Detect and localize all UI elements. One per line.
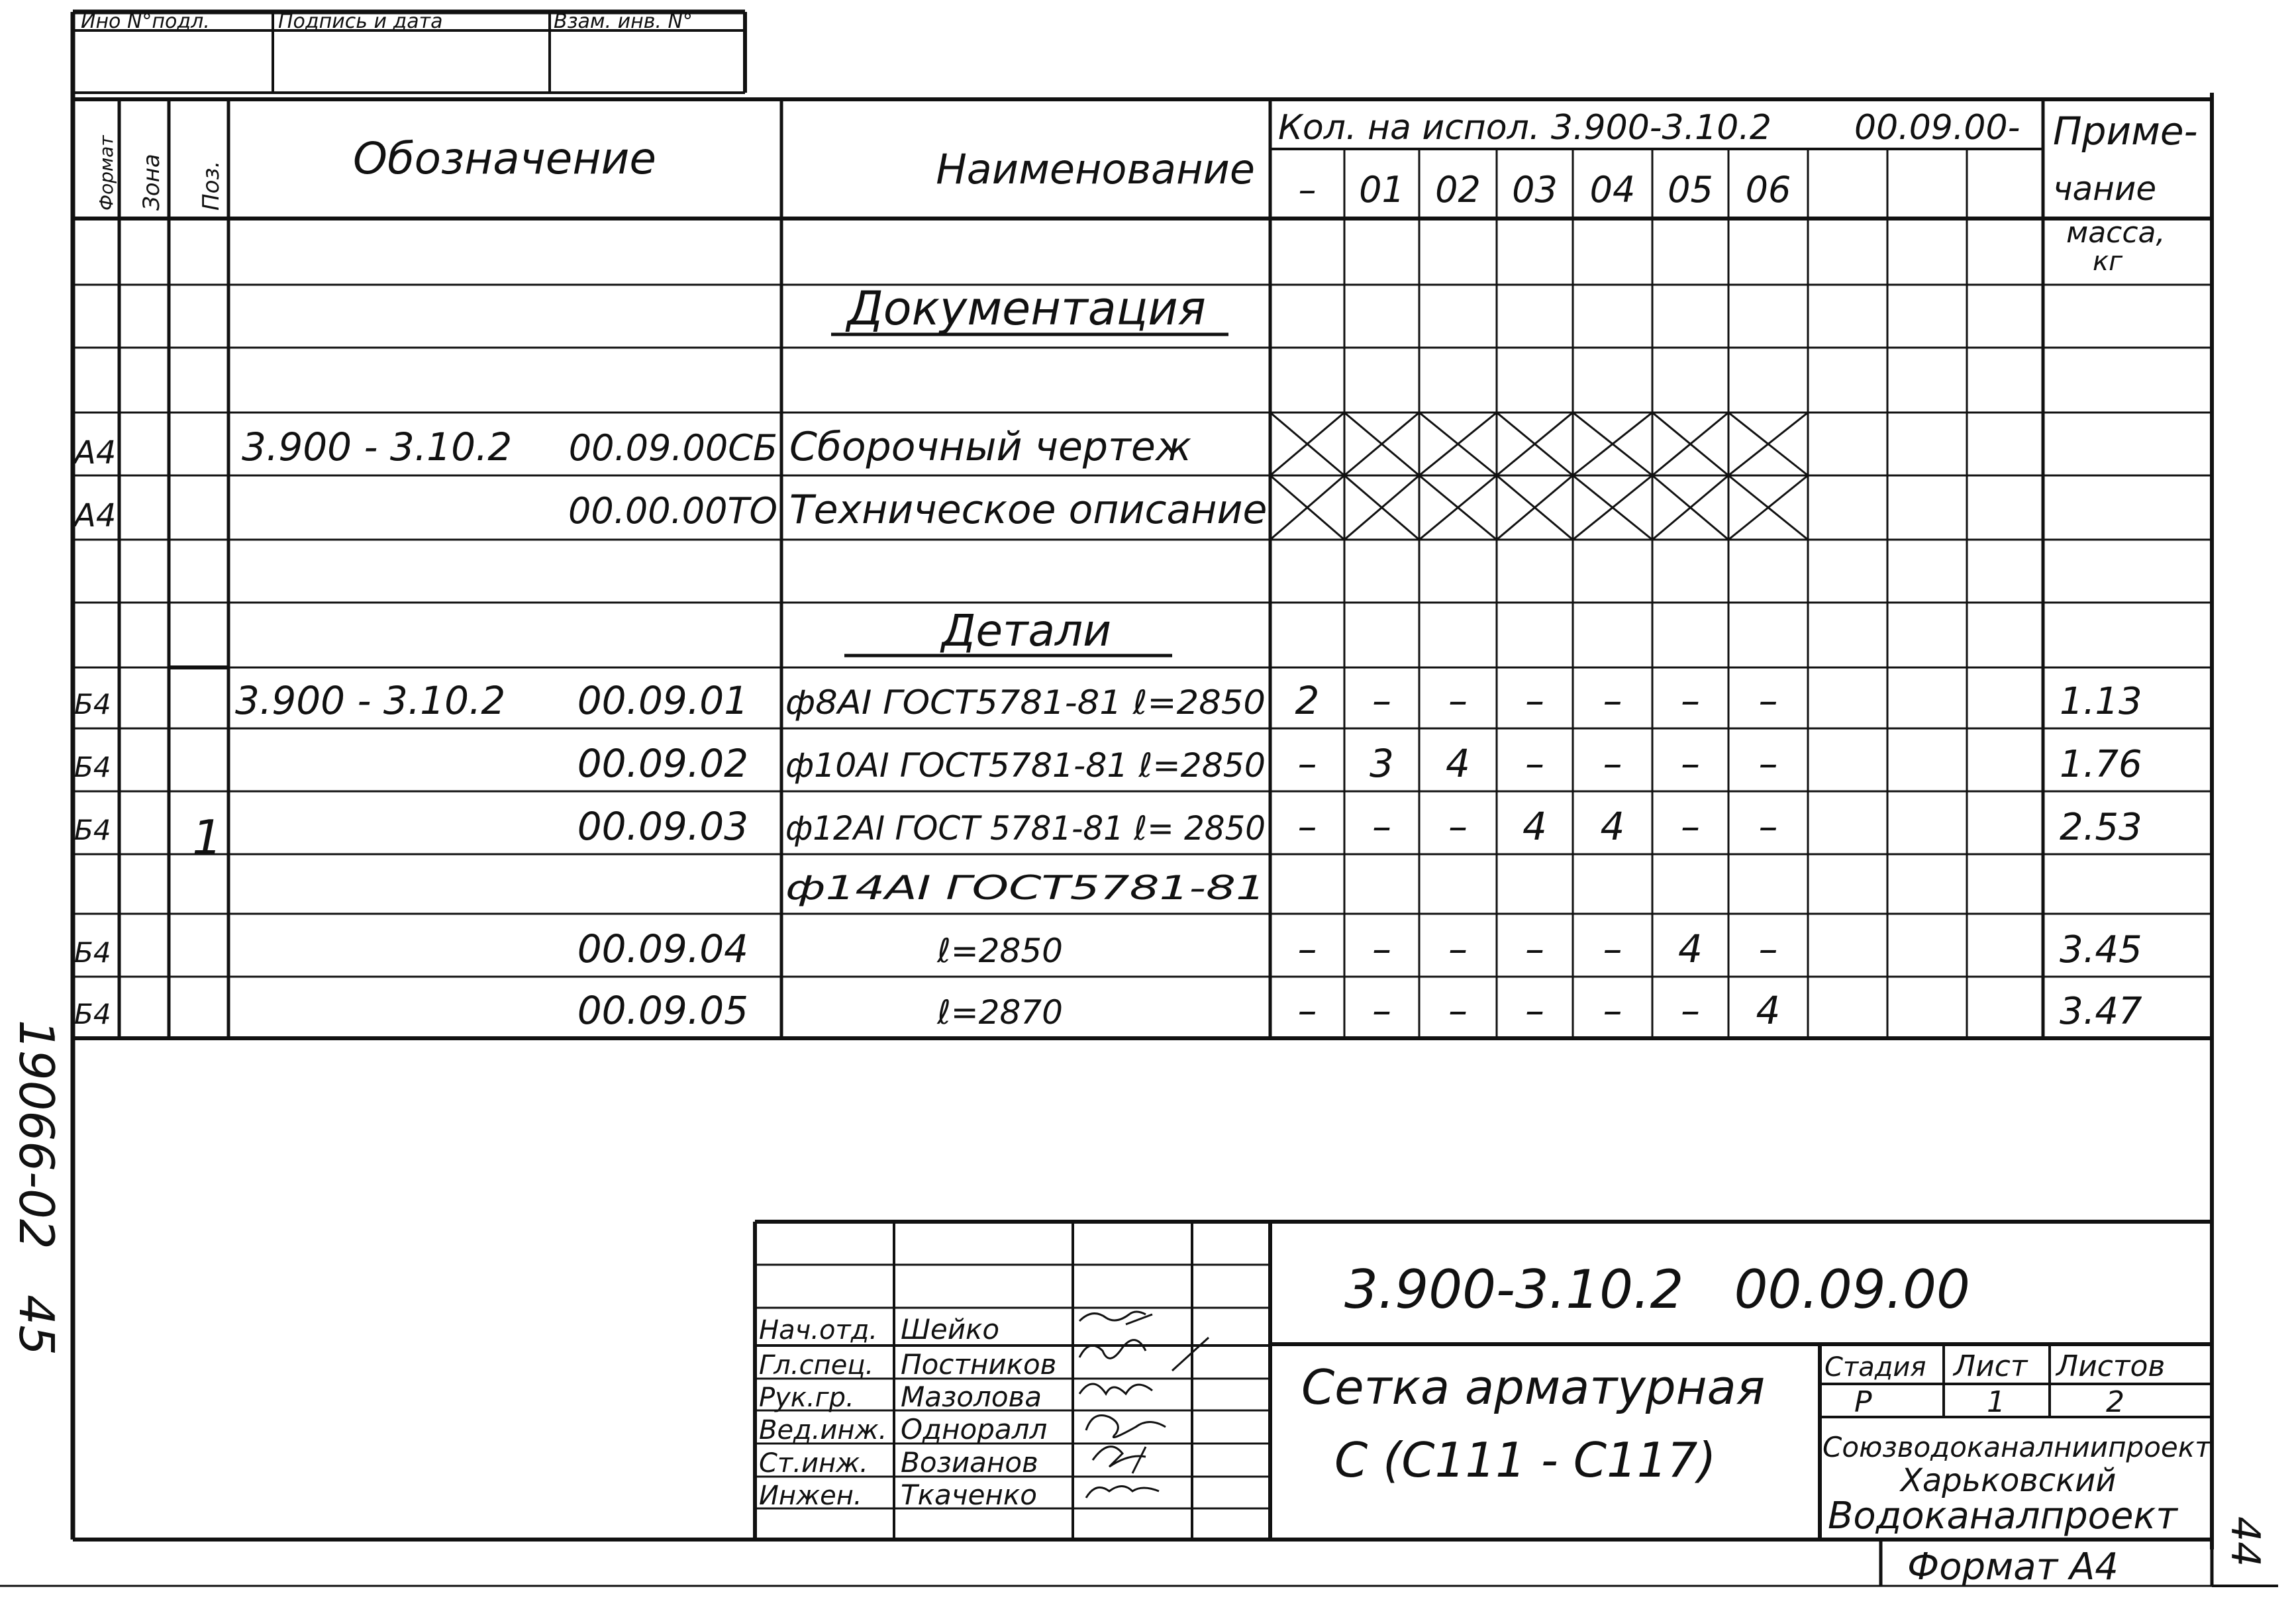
document-title-line2: С (С111 - С117) (1334, 1432, 1717, 1488)
column-qty-suffix: 00.09.00- (1854, 108, 2021, 148)
parts-position-number: 1 (192, 810, 223, 865)
side-archive-number: 19066-02 45 (9, 1020, 64, 1355)
organization-line1: Союзводоканалниипроект (1822, 1431, 2211, 1463)
column-mass-label-line1: масса, (2066, 216, 2166, 250)
part-row-qty: 3 (1370, 741, 1394, 786)
stamp-signature-date-label: Подпись и дата (278, 10, 443, 33)
part-row-qty: – (1603, 926, 1622, 971)
part-row-code: 00.09.01 (577, 678, 748, 723)
stage-value: Р (1854, 1385, 1872, 1419)
crossed-cell (1497, 413, 1573, 475)
variant-header-cells (1299, 169, 1791, 211)
part-row-qty: 2 (1295, 678, 1320, 723)
part-row-name: ℓ=2870 (937, 993, 1063, 1032)
sheet-value: 1 (1987, 1385, 2005, 1419)
crossed-cell (1344, 413, 1419, 475)
approver-name: Одноралл (901, 1413, 1048, 1446)
part-row-qty: – (1525, 741, 1544, 786)
approver-role: Нач.отд. (759, 1315, 878, 1346)
crossed-cell (1344, 475, 1419, 540)
doc-row-2-format: А4 (74, 497, 117, 534)
part-row-qty: – (1448, 804, 1468, 849)
part-row-qty: – (1372, 926, 1391, 971)
stage-label: Стадия (1824, 1352, 1926, 1383)
doc-row-2-code: 00.00.00ТО (568, 490, 777, 532)
part-row-qty: – (1525, 988, 1544, 1033)
approver-name: Ткаченко (901, 1479, 1037, 1511)
crossed-cell (1652, 475, 1728, 540)
part-row-qty: 4 (1446, 741, 1470, 786)
variant-header-4: 04 (1589, 169, 1636, 211)
approver-name: Мазолова (901, 1381, 1042, 1413)
part-row-name: ℓ=2850 (937, 932, 1063, 970)
part-row-qty: – (1372, 804, 1391, 849)
approver-role: Ст.инж. (759, 1448, 868, 1479)
part-row-qty: – (1758, 926, 1778, 971)
parts-designation: 3.900 - 3.10.2 (235, 678, 506, 723)
part-row-qty: – (1603, 988, 1622, 1033)
column-note-label-line2: чание (2053, 170, 2157, 208)
format-label: Формат А4 (1907, 1545, 2119, 1589)
part-row-format: Б4 (74, 998, 111, 1030)
crossed-cell (1573, 475, 1652, 540)
approver-name: Постников (901, 1348, 1057, 1381)
page-number: 44 (2222, 1516, 2268, 1567)
part-row-code: 00.09.05 (577, 988, 748, 1033)
parts-rows (74, 667, 2142, 1033)
part-row-name: ф14АI ГОСТ5781-81 (785, 869, 1266, 907)
part-row-qty: – (1681, 988, 1700, 1033)
signature-scribbles (1079, 1312, 1209, 1498)
column-qty-header: Кол. на испол. 3.900-3.10.2 (1278, 108, 1772, 148)
part-row-name: ф12АI ГОСТ 5781-81 ℓ= 2850 (785, 809, 1266, 848)
crossed-cell (1728, 413, 1808, 475)
part-row-qty: – (1758, 678, 1778, 723)
title-block (755, 1222, 2212, 1540)
part-row-qty: – (1758, 804, 1778, 849)
sheet-frame (0, 12, 2278, 1586)
approver-name: Возианов (901, 1446, 1038, 1479)
organization-line3: Водоканалпроект (1828, 1494, 2177, 1538)
crossed-cell (1270, 475, 1344, 540)
approver-role: Рук.гр. (759, 1383, 854, 1413)
sheet-label: Лист (1954, 1349, 2028, 1383)
part-row-code: 00.09.03 (577, 804, 748, 849)
doc-row-2-name: Техническое описание (789, 487, 1268, 533)
approver-role: Вед.инж. (759, 1415, 887, 1446)
organization-line2: Харьковский (1901, 1462, 2117, 1499)
column-zone-label: Зона (138, 154, 165, 211)
sheets-label: Листов (2056, 1349, 2166, 1383)
crossed-cell (1728, 475, 1808, 540)
part-row-qty: 4 (1522, 804, 1547, 849)
part-row-qty: – (1603, 741, 1622, 786)
part-row-qty: – (1525, 926, 1544, 971)
approver-name: Шейко (901, 1313, 1000, 1346)
part-row-qty: – (1681, 804, 1700, 849)
approvals-list (759, 1313, 1056, 1511)
column-mass-label-line2: кг (2093, 246, 2123, 277)
crossed-cell (1419, 475, 1497, 540)
document-code: 3.900-3.10.2 00.09.00 (1344, 1259, 1970, 1320)
part-row-qty: – (1758, 741, 1778, 786)
part-row-mass: 1.13 (2060, 680, 2142, 723)
part-row-qty: – (1603, 678, 1622, 723)
stamp-inv-no-label: Ино N°подл. (81, 10, 210, 33)
variant-header-0: – (1298, 169, 1317, 211)
section-documentation-title: Документация (847, 281, 1206, 336)
part-row-qty: – (1297, 926, 1317, 971)
doc-row-1-designation: 3.900 - 3.10.2 (242, 424, 513, 469)
variant-header-3: 03 (1512, 169, 1558, 211)
spec-table-header (95, 108, 2198, 277)
part-row-format: Б4 (74, 814, 111, 846)
part-row-qty: – (1372, 988, 1391, 1033)
doc-row-1-code: 00.09.00СБ (568, 427, 777, 469)
variant-header-6: 06 (1745, 169, 1791, 211)
approver-role: Гл.спец. (759, 1350, 874, 1381)
part-row-qty: – (1297, 804, 1317, 849)
part-row-name: ф8АI ГОСТ5781-81 ℓ=2850 (785, 683, 1266, 722)
part-row-name: ф10АI ГОСТ5781-81 ℓ=2850 (785, 746, 1266, 785)
crossed-cell (1270, 413, 1344, 475)
part-row-qty: – (1681, 678, 1700, 723)
variant-header-2: 02 (1435, 169, 1481, 211)
approver-role: Инжен. (759, 1481, 862, 1511)
stamp-replaces-inv-label: Взам. инв. N° (554, 10, 693, 33)
crossed-cell (1497, 475, 1573, 540)
part-row-qty: – (1448, 988, 1468, 1033)
part-row-qty: 4 (1756, 988, 1781, 1033)
crossed-cell (1573, 413, 1652, 475)
top-stamp (73, 10, 745, 93)
crossed-cell (1652, 413, 1728, 475)
variant-header-1: 01 (1359, 169, 1405, 211)
part-row-format: Б4 (74, 688, 111, 720)
part-row-qty: – (1372, 678, 1391, 723)
part-row-mass: 2.53 (2060, 806, 2142, 849)
variant-header-5: 05 (1668, 169, 1713, 211)
part-row-format: Б4 (74, 751, 111, 783)
part-row-qty: – (1448, 926, 1468, 971)
part-row-code: 00.09.04 (577, 926, 748, 971)
column-name-label: Наименование (936, 145, 1255, 193)
part-row-qty: – (1681, 741, 1700, 786)
part-row-qty: – (1448, 678, 1468, 723)
part-row-qty: – (1297, 741, 1317, 786)
crossed-cell (1419, 413, 1497, 475)
part-row-mass: 3.47 (2060, 990, 2142, 1033)
part-row-qty: – (1297, 988, 1317, 1033)
document-title-line1: Сетка арматурная (1301, 1359, 1766, 1415)
parts-row-cells (74, 678, 2142, 1033)
part-row-qty: – (1525, 678, 1544, 723)
column-designation-label: Обозначение (353, 133, 656, 184)
column-note-label-line1: Приме- (2053, 109, 2198, 154)
part-row-format: Б4 (74, 936, 111, 969)
sheets-value: 2 (2106, 1385, 2124, 1419)
doc-row-1-format: А4 (74, 434, 117, 471)
column-format-label: Формат (95, 135, 117, 211)
doc-row-1-name: Сборочный чертеж (789, 424, 1191, 470)
part-row-mass: 3.45 (2060, 928, 2142, 971)
column-pos-label: Поз. (198, 160, 225, 211)
part-row-qty: 4 (1678, 926, 1703, 971)
part-row-mass: 1.76 (2060, 743, 2142, 786)
part-row-code: 00.09.02 (577, 741, 748, 786)
section-details-title: Детали (941, 605, 1112, 656)
part-row-qty: 4 (1600, 804, 1625, 849)
